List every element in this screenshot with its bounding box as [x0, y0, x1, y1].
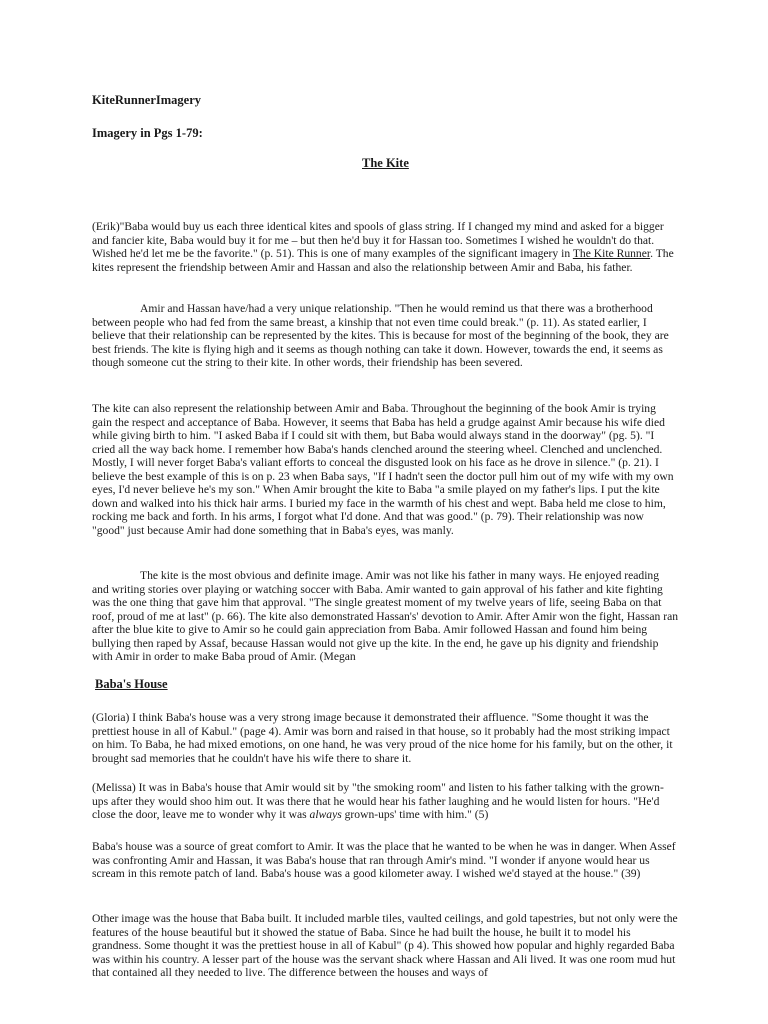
document-title: KiteRunnerImagery: [92, 93, 202, 107]
kite-paragraph-3: [92, 402, 678, 537]
kite-paragraph-1: [92, 220, 678, 274]
house-paragraph-2-text-b: grown-ups' time with him." (5): [341, 808, 489, 822]
house-paragraph-3: [92, 840, 678, 881]
kite-paragraph-1-text-a: (Erik)"Baba would buy us each three identical kites and spools of glass string. If I changed my mind and asked for a bigger and fancier kite, Baba would buy it for me – but then he'd buy it for Hassan too. Sometimes I wished he wouldn't do that. Wished he'd let me be the favorite." (p. 51). This is one of many examples of the significant imagery in: [92, 220, 664, 261]
house-paragraph-2-text-a: (Melissa) It was in Baba's house that Amir would sit by "the smoking room" and listen to his father talking with the grown-ups after they would shoo him out. It was there that he would hear his father laughing and he would listen for hours. "He'd close the door, leave me to wonder why it was: [92, 781, 664, 822]
document-subtitle: Imagery in Pgs 1-79:: [92, 126, 203, 140]
house-paragraph-2: [92, 781, 678, 822]
kite-paragraph-4-text: The kite is the most obvious and definite image. Amir was not like his father in many ways. He enjoyed reading and writing stories over playing or watching soccer with Baba. Amir wanted to gain approval of his father and kite fighting was the one thing that gave him that approval. "The single greatest moment of my twelve years of life, seeing Baba on that roof, proud of me at last" (p. 66). The kite also demonstrated Hassan's' devotion to Amir. After Amir won the fight, Hassan ran after the blue kite to give to Amir so he could gain appreciation from Baba. Amir followed Hassan and found him being bullying then raped by Assaf, because Hassan would not give up the kite. In the end, he gave up his dignity and friendship with Amir in order to make Baba proud of Amir. (Megan: [92, 569, 679, 664]
kite-paragraph-4: [92, 569, 678, 664]
section-heading-babas-house: Baba's House: [95, 677, 168, 691]
kite-paragraph-2-text: Amir and Hassan have/had a very unique relationship. "Then he would remind us that there was a brotherhood between people who had fed from the same breast, a kinship that not even time could break." (p. 11). As stated earlier, I believe that their relationship can be represented by the kites. This is because for most of the beginning of the book, they are best friends. The kite is flying high and it seems as though nothing can take it down. However, towards the end, it seems as though someone cut the string to their kite. In other words, their friendship has been severed.: [92, 302, 669, 370]
book-title-reference: The Kite Runner: [572, 247, 651, 261]
house-paragraph-4-text: Other image was the house that Baba built. It included marble tiles, vaulted ceilings, and gold tapestries, but not only were the features of the house beautiful but it showed the statue of Baba. Since he had built the house, he built it to model his grandness. Some thought it was the prettiest house in all of Kabul" (p 4). This showed how popular and highly regarded Baba was within his country. A lesser part of the house was the servant shack where Hassan and Ali lived. It was one room mud hut that contained all they needed to live. The difference between the houses and ways of: [92, 912, 678, 980]
kite-paragraph-3-text: The kite can also represent the relationship between Amir and Baba. Throughout the beginning of the book Amir is trying gain the respect and acceptance of Baba. However, it seems that Baba has held a grudge against Amir because his wife died while giving birth to him. "I asked Baba if I could sit with them, but Baba would always stand in the doorway" (pg. 5). "I cried all the way back home. I remember how Baba's hands clenched around the steering wheel. Clenched and unclenched. Mostly, I will never forget Baba's valiant efforts to conceal the disgusted look on his face as he drove in silence." (p. 21). I believe the best example of this is on p. 23 when Baba says, "If I hadn't seen the doctor pull him out of my wife with my own eyes, I'd never believe he's my son." When Amir brought the kite to Baba "a smile played on my father's lips. I put the kite down and walked into his thick hair arms. I buried my face in the warmth of his chest and wept. Baba held me close to him, rocking me back and forth. In his arms, I forgot what I'd done. And that was good." (p. 79). Their relationship was now "good" just because Amir had done something that in Baba's eyes, was manly.: [92, 402, 674, 537]
kite-paragraph-1-text-b: . The kites represent the friendship between Amir and Hassan and also the relationship between Amir and Baba, his father.: [92, 247, 674, 274]
kite-paragraph-2: [92, 302, 678, 370]
house-paragraph-3-text: Baba's house was a source of great comfort to Amir. It was the place that he wanted to be when he was in danger. When Assef was confronting Amir and Hassan, it was Baba's house that ran through Amir's mind. "I wonder if anyone would hear us scream in this remote patch of land. Baba's house was a good kilometer away. I wished we'd stayed at the house." (39): [92, 840, 676, 881]
section-heading-kite: The Kite: [362, 156, 409, 170]
emphasis-always: always: [309, 808, 342, 822]
house-paragraph-1: [92, 711, 678, 765]
house-paragraph-1-text: (Gloria) I think Baba's house was a very strong image because it demonstrated their affluence. "Some thought it was the prettiest house in all of Kabul." (page 4). Amir was born and raised in that house, so it probably had the most striking impact on him. To Baba, he had mixed emotions, on one hand, he was very proud of the nice home for his family, but on the other, it brought sad memories that he couldn't have his wife there to share it.: [92, 711, 673, 765]
house-paragraph-4: [92, 912, 678, 980]
